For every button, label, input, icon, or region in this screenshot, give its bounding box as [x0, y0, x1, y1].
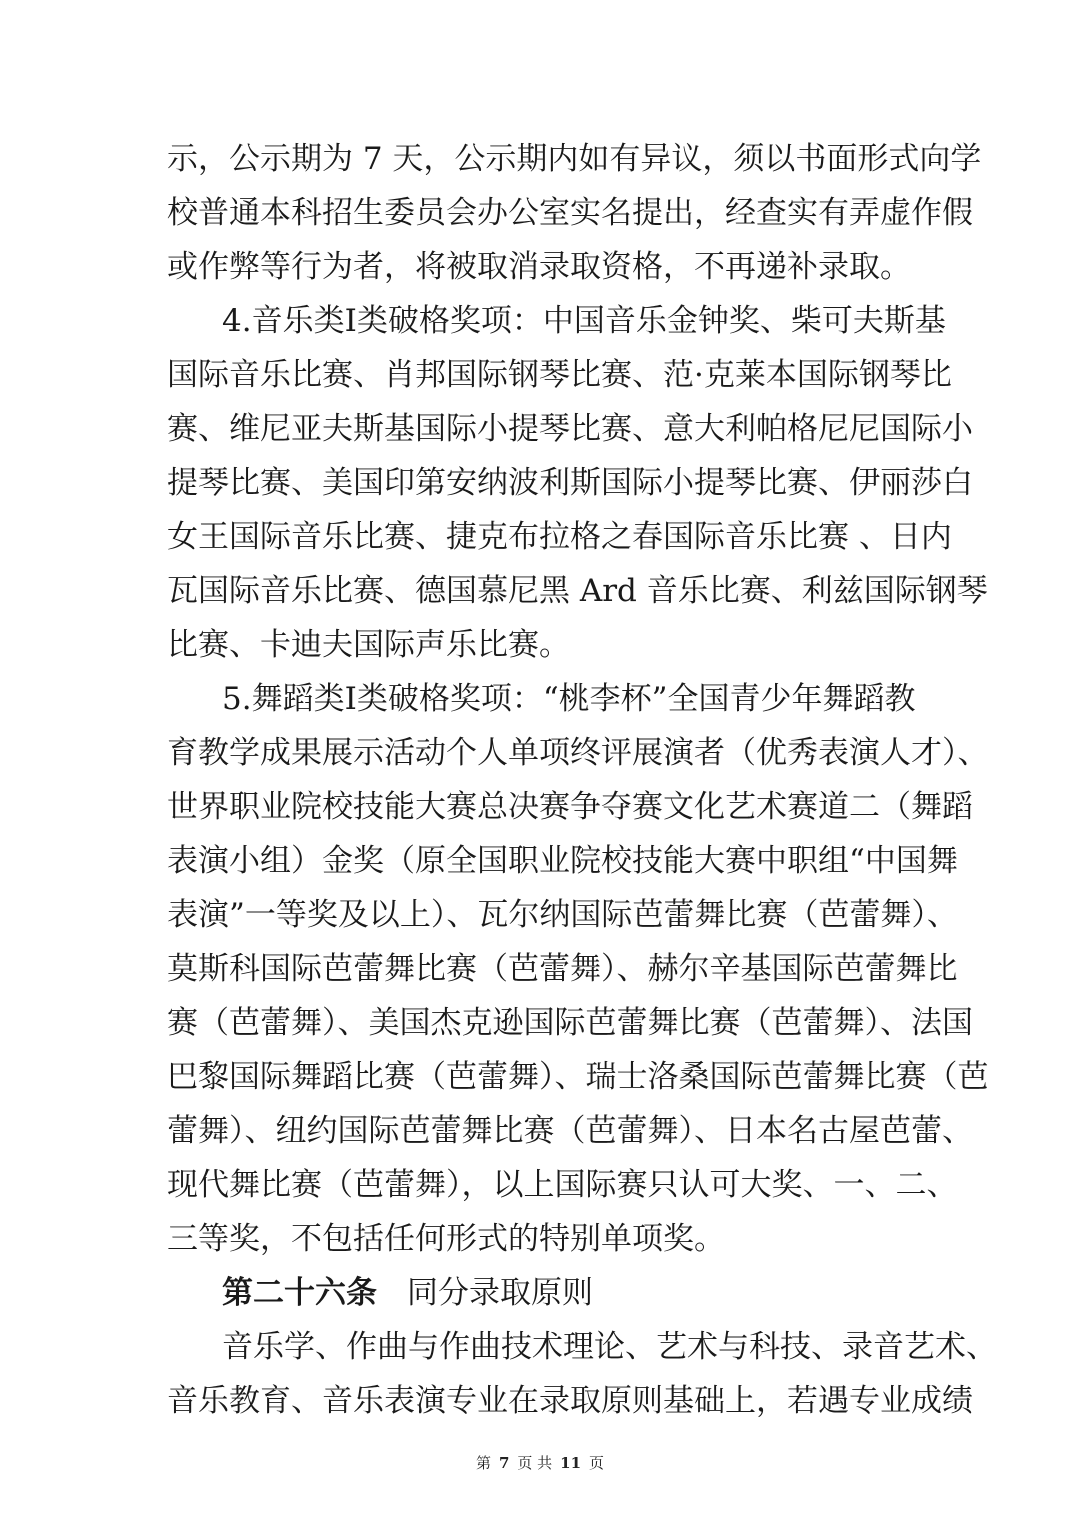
body-line: 音乐教育、音乐表演专业在录取原则基础上，若遇专业成绩 [167, 1383, 973, 1419]
body-line: 示，公示期为 7 天，公示期内如有异议，须以书面形式向学 [167, 141, 982, 177]
article-title: 同分录取原则 [407, 1275, 593, 1311]
body-line: 赛（芭蕾舞）、美国杰克逊国际芭蕾舞比赛（芭蕾舞）、法国 [167, 1005, 973, 1041]
page-footer [0, 1453, 1080, 1473]
body-line: 世界职业院校技能大赛总决赛争夺赛文化艺术赛道二（舞蹈 [167, 789, 973, 825]
body-line: 国际音乐比赛、肖邦国际钢琴比赛、范·克莱本国际钢琴比 [167, 357, 952, 393]
body-line: 提琴比赛、美国印第安纳波利斯国际小提琴比赛、伊丽莎白 [167, 465, 973, 501]
paragraph-dance-awards-start: 5.舞蹈类Ⅰ类破格奖项：“桃李杯”全国青少年舞蹈教 [222, 681, 916, 717]
footer-prefix: 第 [475, 1454, 491, 1472]
body-line: 莫斯科国际芭蕾舞比赛（芭蕾舞）、赫尔辛基国际芭蕾舞比 [167, 951, 958, 987]
body-line: 蕾舞）、纽约国际芭蕾舞比赛（芭蕾舞）、日本名古屋芭蕾、 [167, 1113, 973, 1149]
body-line: 三等奖，不包括任何形式的特别单项奖。 [167, 1221, 725, 1257]
footer-middle: 页 共 [517, 1454, 553, 1472]
body-line: 校普通本科招生委员会办公室实名提出，经查实有弄虚作假 [167, 195, 973, 231]
body-line: 赛、维尼亚夫斯基国际小提琴比赛、意大利帕格尼尼国际小 [167, 411, 973, 447]
body-line: 育教学成果展示活动个人单项终评展演者（优秀表演人才）、 [167, 735, 989, 771]
body-line: 女王国际音乐比赛、捷克布拉格之春国际音乐比赛 、日内 [167, 519, 952, 555]
body-line: 比赛、卡迪夫国际声乐比赛。 [167, 627, 570, 663]
body-line: 现代舞比赛（芭蕾舞），以上国际赛只认可大奖、一、二、 [167, 1167, 958, 1203]
page-number: 7 [498, 1454, 510, 1472]
footer-suffix: 页 [589, 1454, 605, 1472]
body-line: 表演”一等奖及以上）、瓦尔纳国际芭蕾舞比赛（芭蕾舞）、 [167, 897, 958, 933]
body-line: 表演小组）金奖（原全国职业院校技能大赛中职组“中国舞 [167, 843, 958, 879]
paragraph-tie-rules-start: 音乐学、作曲与作曲技术理论、艺术与科技、录音艺术、 [222, 1329, 997, 1365]
article-number: 第二十六条 [222, 1275, 377, 1311]
total-pages: 11 [560, 1454, 582, 1472]
body-line: 瓦国际音乐比赛、德国慕尼黑 Ard 音乐比赛、利兹国际钢琴 [167, 573, 988, 609]
body-line: 巴黎国际舞蹈比赛（芭蕾舞）、瑞士洛桑国际芭蕾舞比赛（芭 [167, 1059, 989, 1095]
body-line: 或作弊等行为者，将被取消录取资格，不再递补录取。 [167, 249, 911, 285]
paragraph-music-awards-start: 4.音乐类Ⅰ类破格奖项：中国音乐金钟奖、柴可夫斯基 [222, 303, 946, 339]
article-heading [222, 1273, 915, 1313]
